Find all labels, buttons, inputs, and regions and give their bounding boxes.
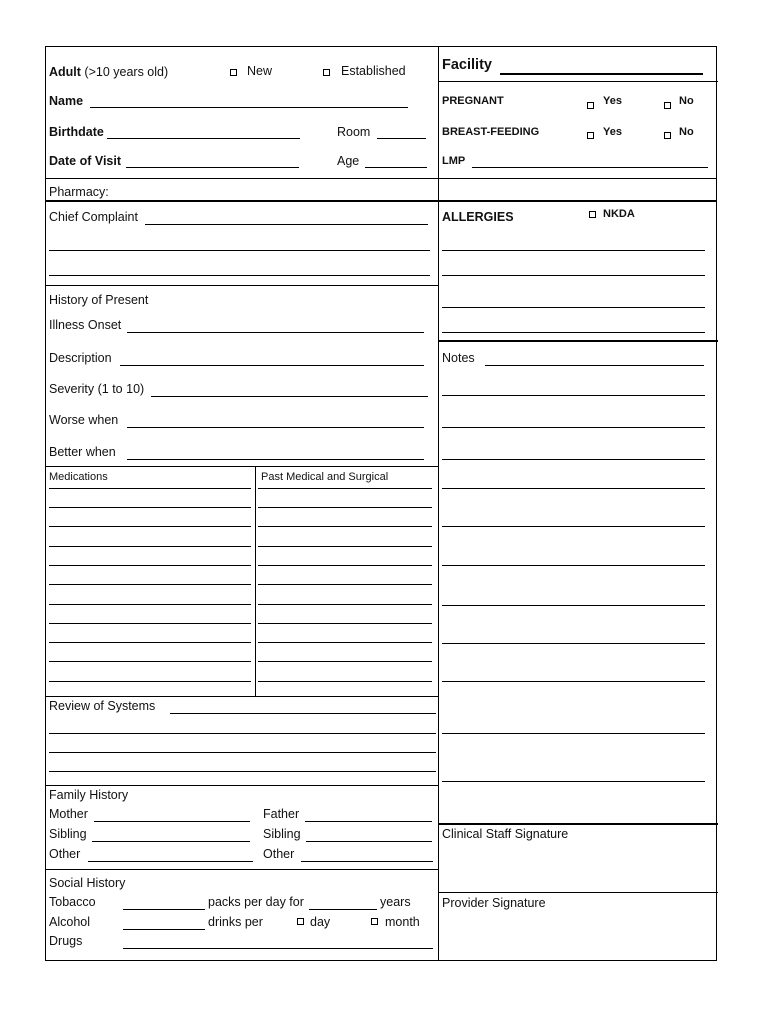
description-field[interactable]	[120, 365, 424, 366]
adult-label: Adult	[49, 65, 81, 79]
medication-line[interactable]	[49, 488, 251, 489]
pregnant-no-checkbox[interactable]	[664, 102, 671, 109]
name-label: Name	[49, 94, 84, 108]
age-label: Age	[337, 154, 360, 168]
past-history-line[interactable]	[258, 604, 432, 605]
past-history-line[interactable]	[258, 584, 432, 585]
illness-onset-field[interactable]	[127, 332, 424, 333]
past-history-line[interactable]	[258, 526, 432, 527]
notes-line[interactable]	[442, 681, 705, 682]
medications-label: Medications	[49, 471, 108, 483]
chief-complaint-divider	[46, 285, 438, 286]
notes-field[interactable]	[485, 365, 704, 366]
notes-line[interactable]	[442, 395, 705, 396]
breastfeeding-yes-checkbox[interactable]	[587, 132, 594, 139]
medication-line[interactable]	[49, 507, 251, 508]
notes-line[interactable]	[442, 781, 705, 782]
established-checkbox[interactable]	[323, 69, 330, 76]
illness-onset-label: Illness Onset	[49, 318, 122, 332]
patient-type-label	[49, 64, 168, 80]
allergies-line[interactable]	[442, 332, 705, 333]
pregnant-yes-checkbox[interactable]	[587, 102, 594, 109]
other-label: Other	[49, 847, 81, 861]
medication-line[interactable]	[49, 623, 251, 624]
age-field[interactable]	[365, 167, 427, 168]
hpi-divider	[46, 466, 438, 467]
lmp-label: LMP	[442, 155, 466, 167]
sibling-label-right: Sibling	[263, 827, 301, 841]
pharmacy-label: Pharmacy:	[49, 185, 109, 199]
date-of-visit-field[interactable]	[126, 167, 299, 168]
signature-divider	[438, 892, 718, 893]
chief-complaint-field[interactable]	[145, 224, 428, 225]
new-checkbox[interactable]	[230, 69, 237, 76]
review-of-systems-line[interactable]	[49, 771, 436, 772]
birthdate-label: Birthdate	[49, 125, 104, 139]
better-when-field[interactable]	[127, 459, 424, 460]
chief-complaint-line[interactable]	[49, 275, 430, 276]
notes-line[interactable]	[442, 459, 705, 460]
breastfeeding-no-checkbox[interactable]	[664, 132, 671, 139]
new-label: New	[247, 64, 273, 78]
past-history-label: Past Medical and Surgical	[261, 471, 389, 483]
medications-bottom-divider	[46, 696, 438, 697]
patient-intake-form	[45, 46, 717, 961]
allergies-label: ALLERGIES	[442, 210, 514, 224]
tobacco-label: Tobacco	[49, 895, 96, 909]
breastfeeding-no-label: No	[679, 126, 694, 138]
review-of-systems-label: Review of Systems	[49, 699, 156, 713]
notes-label: Notes	[442, 351, 475, 365]
years-label: years	[380, 895, 411, 909]
breastfeeding-yes-label: Yes	[603, 126, 622, 138]
established-label: Established	[341, 64, 406, 78]
drugs-field[interactable]	[123, 948, 433, 949]
chief-complaint-label: Chief Complaint	[49, 210, 138, 224]
review-of-systems-line[interactable]	[49, 752, 436, 753]
packs-per-day-label: packs per day for	[208, 895, 304, 909]
room-label: Room	[337, 125, 371, 139]
notes-line[interactable]	[442, 643, 705, 644]
notes-line[interactable]	[442, 605, 705, 606]
allergies-line[interactable]	[442, 275, 705, 276]
past-history-line[interactable]	[258, 642, 432, 643]
notes-line[interactable]	[442, 427, 705, 428]
notes-line[interactable]	[442, 526, 705, 527]
other-field-right[interactable]	[301, 861, 433, 862]
worse-when-field[interactable]	[127, 427, 424, 428]
tobacco-packs-field[interactable]	[123, 909, 205, 910]
hpi-title: History of Present	[49, 293, 149, 307]
name-field[interactable]	[90, 107, 408, 108]
chief-complaint-line[interactable]	[49, 250, 430, 251]
ros-divider	[46, 785, 438, 786]
sibling-field[interactable]	[92, 841, 250, 842]
notes-bottom-divider	[438, 823, 718, 825]
past-history-line[interactable]	[258, 681, 432, 682]
worse-when-label: Worse when	[49, 413, 119, 427]
sibling-field-right[interactable]	[306, 841, 432, 842]
provider-signature-label: Provider Signature	[442, 896, 546, 910]
header-divider	[46, 178, 717, 179]
allergies-divider	[438, 340, 718, 342]
description-label: Description	[49, 351, 112, 365]
medication-line[interactable]	[49, 584, 251, 585]
nkda-label: NKDA	[603, 208, 635, 220]
tobacco-years-field[interactable]	[309, 909, 377, 910]
medication-line[interactable]	[49, 565, 251, 566]
date-of-visit-label: Date of Visit	[49, 154, 122, 168]
pregnant-yes-label: Yes	[603, 95, 622, 107]
social-history-title: Social History	[49, 876, 126, 890]
past-history-line[interactable]	[258, 565, 432, 566]
pregnant-label: PREGNANT	[442, 95, 504, 107]
adult-age-label: (>10 years old)	[84, 65, 169, 79]
father-field[interactable]	[305, 821, 432, 822]
severity-field[interactable]	[151, 396, 428, 397]
better-when-label: Better when	[49, 445, 116, 459]
alcohol-label: Alcohol	[49, 915, 90, 929]
facility-label: Facility	[442, 57, 492, 73]
pregnant-no-label: No	[679, 95, 694, 107]
day-label: day	[310, 915, 331, 929]
breastfeeding-label: BREAST-FEEDING	[442, 126, 540, 138]
past-history-line[interactable]	[258, 623, 432, 624]
clinical-staff-signature-label: Clinical Staff Signature	[442, 827, 569, 841]
medications-divider	[255, 466, 256, 696]
family-divider	[46, 869, 438, 870]
medication-line[interactable]	[49, 526, 251, 527]
father-label: Father	[263, 807, 300, 821]
medication-line[interactable]	[49, 661, 251, 662]
medication-line[interactable]	[49, 546, 251, 547]
drugs-label: Drugs	[49, 934, 83, 948]
notes-line[interactable]	[442, 733, 705, 734]
month-label: month	[385, 915, 420, 929]
facility-divider	[438, 81, 718, 82]
review-of-systems-line[interactable]	[49, 733, 436, 734]
lmp-field[interactable]	[472, 167, 708, 168]
drinks-per-label: drinks per	[208, 915, 263, 929]
birthdate-field[interactable]	[107, 138, 300, 139]
sibling-label: Sibling	[49, 827, 87, 841]
month-checkbox[interactable]	[371, 918, 378, 925]
day-checkbox[interactable]	[297, 918, 304, 925]
notes-line[interactable]	[442, 488, 705, 489]
past-history-line[interactable]	[258, 546, 432, 547]
allergies-line[interactable]	[442, 307, 705, 308]
mother-label: Mother	[49, 807, 88, 821]
notes-line[interactable]	[442, 565, 705, 566]
medication-line[interactable]	[49, 642, 251, 643]
pharmacy-divider	[46, 200, 717, 202]
alcohol-drinks-field[interactable]	[123, 929, 205, 930]
nkda-checkbox[interactable]	[589, 211, 596, 218]
facility-field[interactable]	[500, 73, 703, 75]
medication-line[interactable]	[49, 681, 251, 682]
clinical-staff-signature-area[interactable]	[439, 844, 717, 892]
allergies-line[interactable]	[442, 250, 705, 251]
review-of-systems-field[interactable]	[170, 713, 436, 714]
past-history-line[interactable]	[258, 507, 432, 508]
severity-label: Severity (1 to 10)	[49, 382, 145, 396]
medication-line[interactable]	[49, 604, 251, 605]
other-field[interactable]	[88, 861, 253, 862]
room-field[interactable]	[377, 138, 426, 139]
provider-signature-area[interactable]	[439, 913, 717, 960]
other-label-right: Other	[263, 847, 295, 861]
past-history-line[interactable]	[258, 488, 432, 489]
mother-field[interactable]	[94, 821, 250, 822]
family-history-title: Family History	[49, 788, 129, 802]
past-history-line[interactable]	[258, 661, 432, 662]
